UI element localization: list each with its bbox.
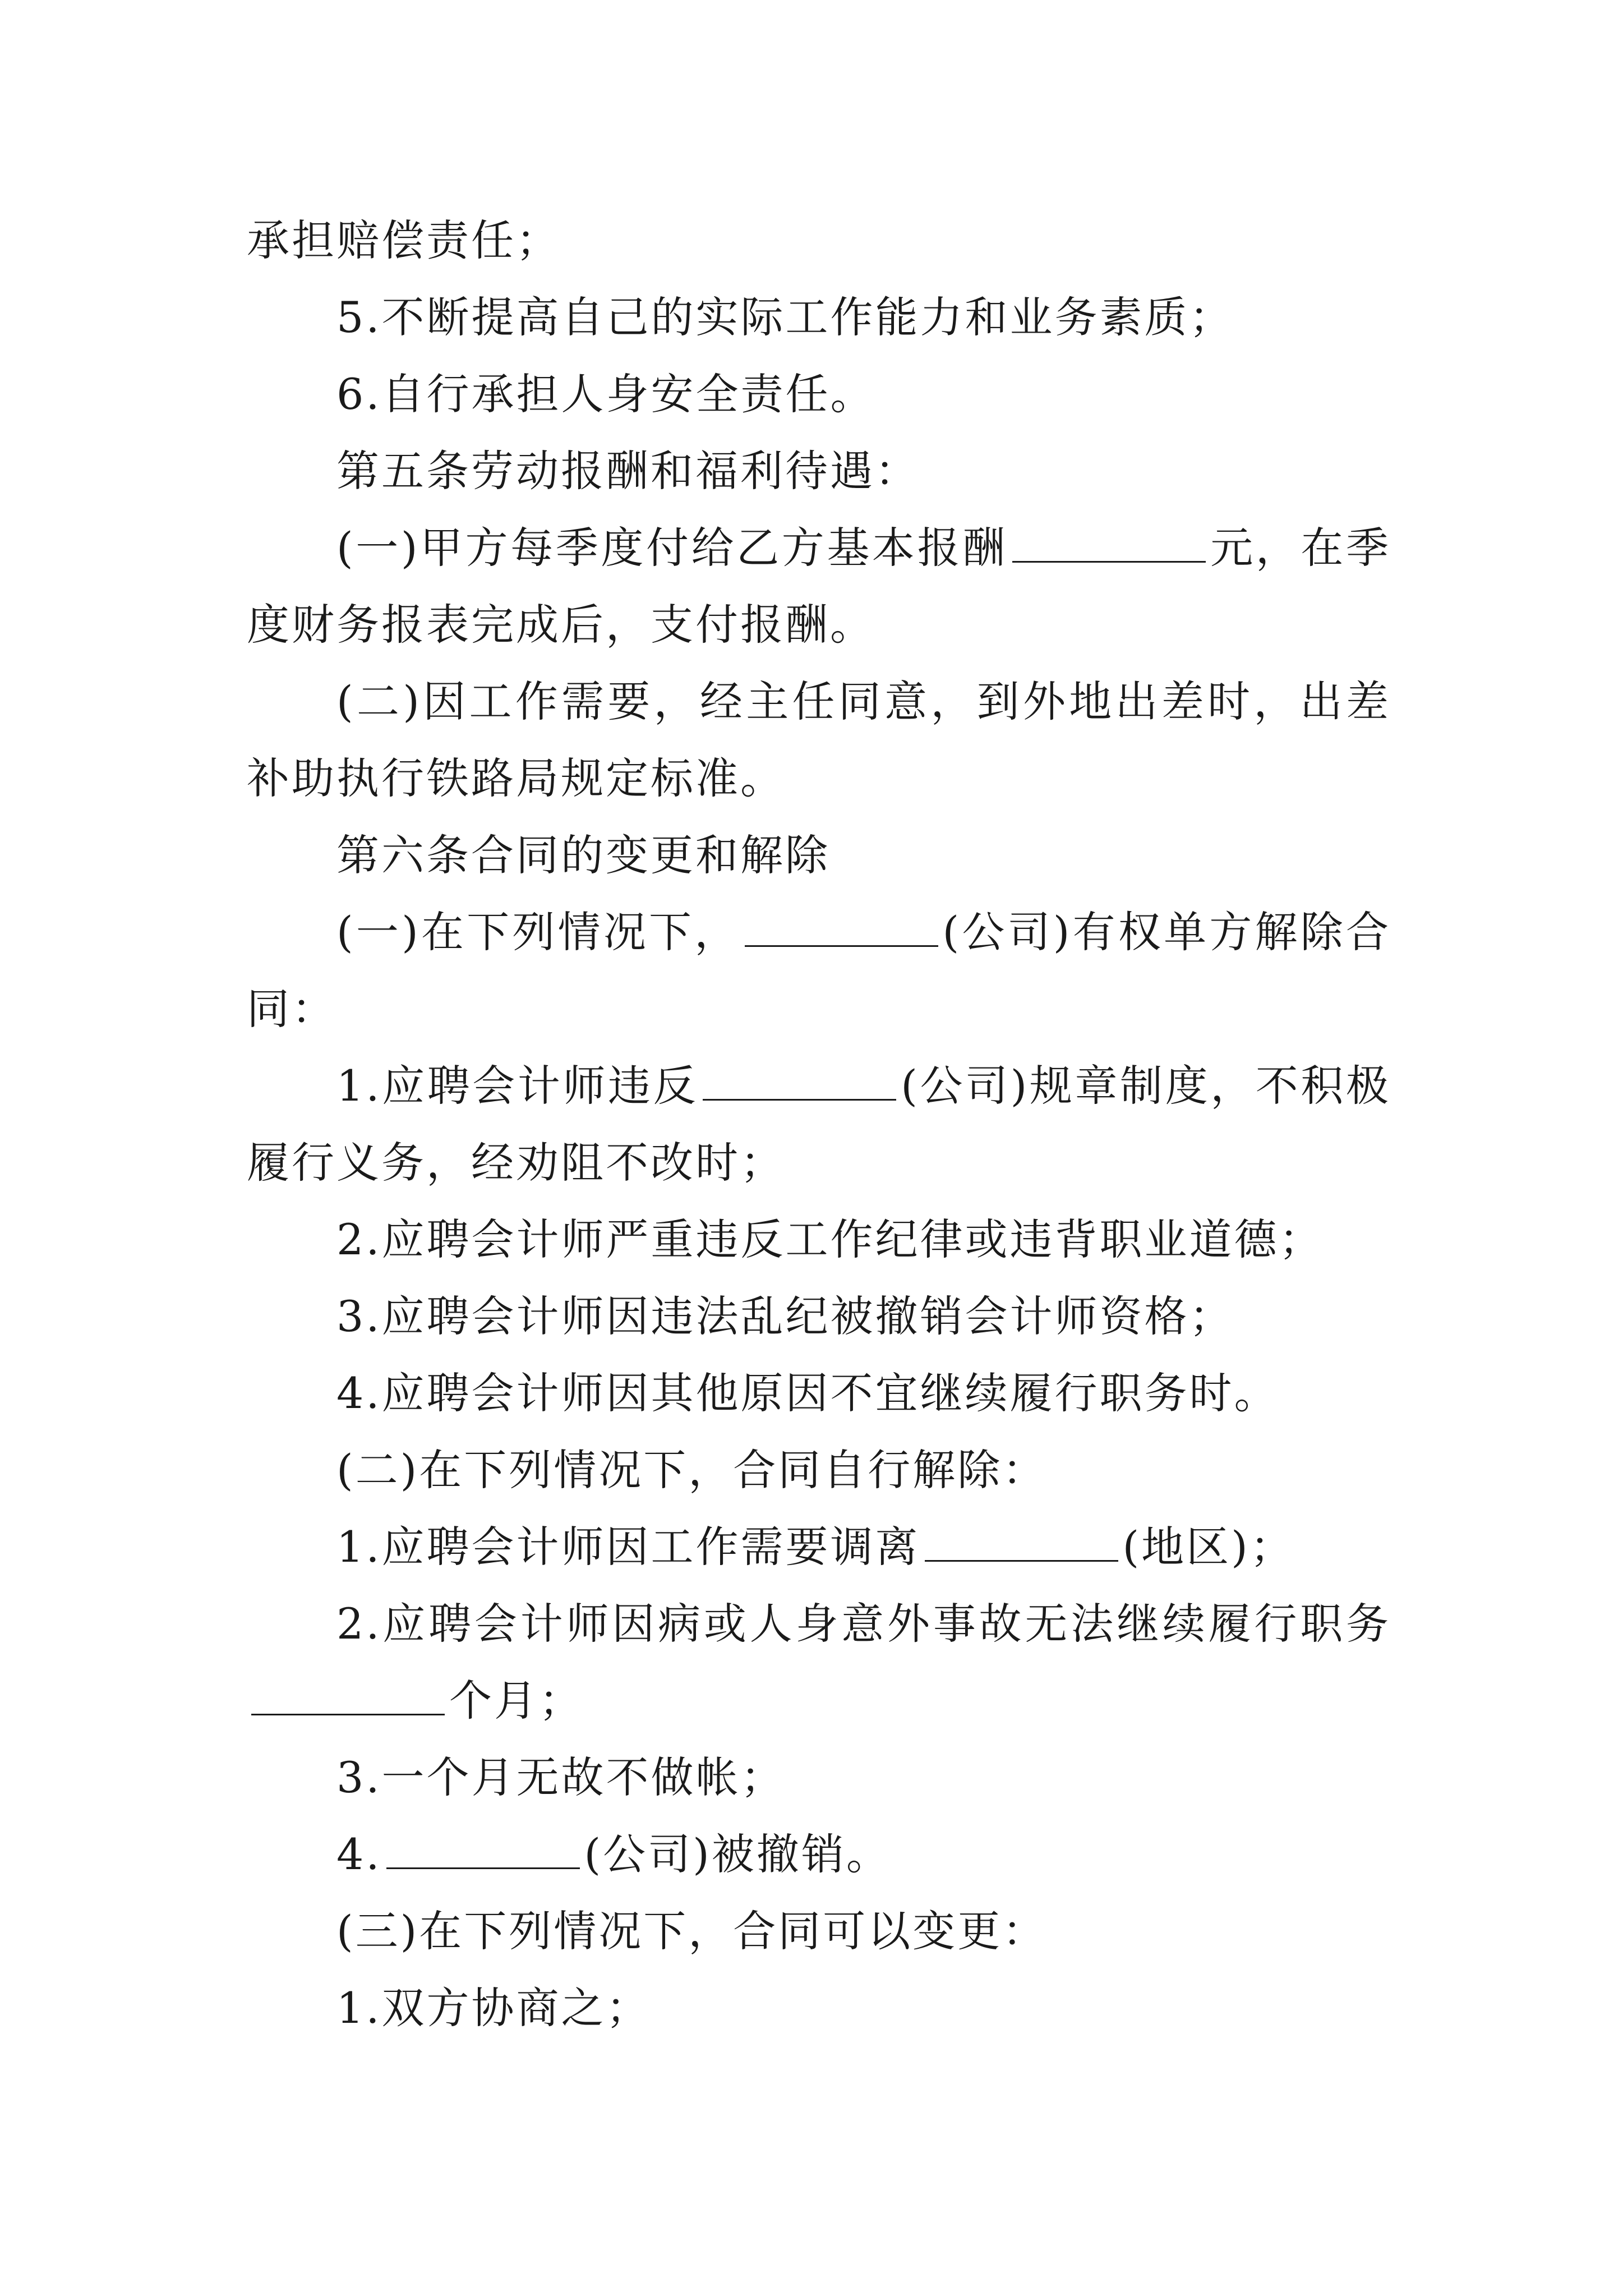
paragraph-3	[247, 356, 1391, 432]
paragraph-text: 3.应聘会计师因违法乱纪被撤销会计师资格；	[336, 1291, 1234, 1341]
paragraph-text: 个月；	[449, 1676, 584, 1726]
paragraph-5	[247, 509, 1391, 663]
fill-in-blank	[386, 1834, 580, 1869]
paragraph-7	[247, 817, 1391, 894]
paragraph-text: (二)在下列情况下，合同自行解除：	[336, 1445, 1048, 1495]
paragraph-text: (公司)规章制度，不积极履行义务，经劝阻不改时；	[247, 1061, 1391, 1188]
paragraph-14	[247, 1508, 1391, 1585]
paragraph-text: 4.	[336, 1829, 382, 1879]
paragraph-6	[247, 663, 1391, 817]
paragraph-13	[247, 1432, 1391, 1508]
paragraph-17	[247, 1816, 1391, 1893]
fill-in-blank	[1012, 527, 1206, 563]
paragraph-text: 5.不断提高自己的实际工作能力和业务素质；	[336, 292, 1234, 342]
fill-in-blank	[925, 1526, 1118, 1562]
paragraph-text: 2.应聘会计师严重违反工作纪律或违背职业道德；	[336, 1214, 1324, 1264]
paragraph-text: 1.双方协商之；	[336, 1983, 651, 2033]
paragraph-text: 第五条劳动报酬和福利待遇：	[336, 446, 920, 496]
paragraph-text: (一)在下列情况下，	[336, 907, 740, 957]
paragraph-text: (公司)被撤销。	[584, 1829, 891, 1879]
paragraph-text: 3.一个月无故不做帐；	[336, 1752, 786, 1802]
document-body	[247, 202, 1391, 2046]
fill-in-blank	[703, 1065, 896, 1101]
paragraph-text: (地区)；	[1122, 1522, 1295, 1572]
paragraph-text: (二)因工作需要，经主任同意，到外地出差时，出差补助执行铁路局规定标准。	[247, 677, 1391, 803]
paragraph-text: (公司)有权单方解除合同：	[247, 907, 1391, 1034]
paragraph-1	[247, 202, 1391, 279]
paragraph-19	[247, 1970, 1391, 2046]
paragraph-18	[247, 1893, 1391, 1970]
paragraph-text: (三)在下列情况下，合同可以变更：	[336, 1906, 1048, 1956]
paragraph-4	[247, 432, 1391, 509]
paragraph-text: (一)甲方每季度付给乙方基本报酬	[336, 523, 1008, 573]
paragraph-text: 元，在季度财务报表完成后，支付报酬。	[247, 523, 1391, 650]
paragraph-text: 1.应聘会计师因工作需要调离	[336, 1522, 920, 1572]
paragraph-text: 4.应聘会计师因其他原因不宜继续履行职务时。	[336, 1368, 1279, 1418]
fill-in-blank	[745, 912, 938, 947]
paragraph-11	[247, 1278, 1391, 1355]
paragraph-text: 第六条合同的变更和解除	[336, 830, 830, 880]
paragraph-8	[247, 894, 1391, 1047]
paragraph-text: 1.应聘会计师违反	[336, 1061, 699, 1111]
paragraph-15	[247, 1585, 1391, 1739]
paragraph-2	[247, 279, 1391, 356]
paragraph-text: 6.自行承担人身安全责任。	[336, 369, 875, 419]
paragraph-text: 承担赔偿责任；	[247, 215, 561, 265]
paragraph-10	[247, 1201, 1391, 1278]
paragraph-12	[247, 1355, 1391, 1432]
paragraph-text: 2.应聘会计师因病或人身意外事故无法继续履行职务	[336, 1599, 1391, 1649]
fill-in-blank	[251, 1680, 445, 1715]
paragraph-9	[247, 1047, 1391, 1201]
paragraph-16	[247, 1739, 1391, 1816]
